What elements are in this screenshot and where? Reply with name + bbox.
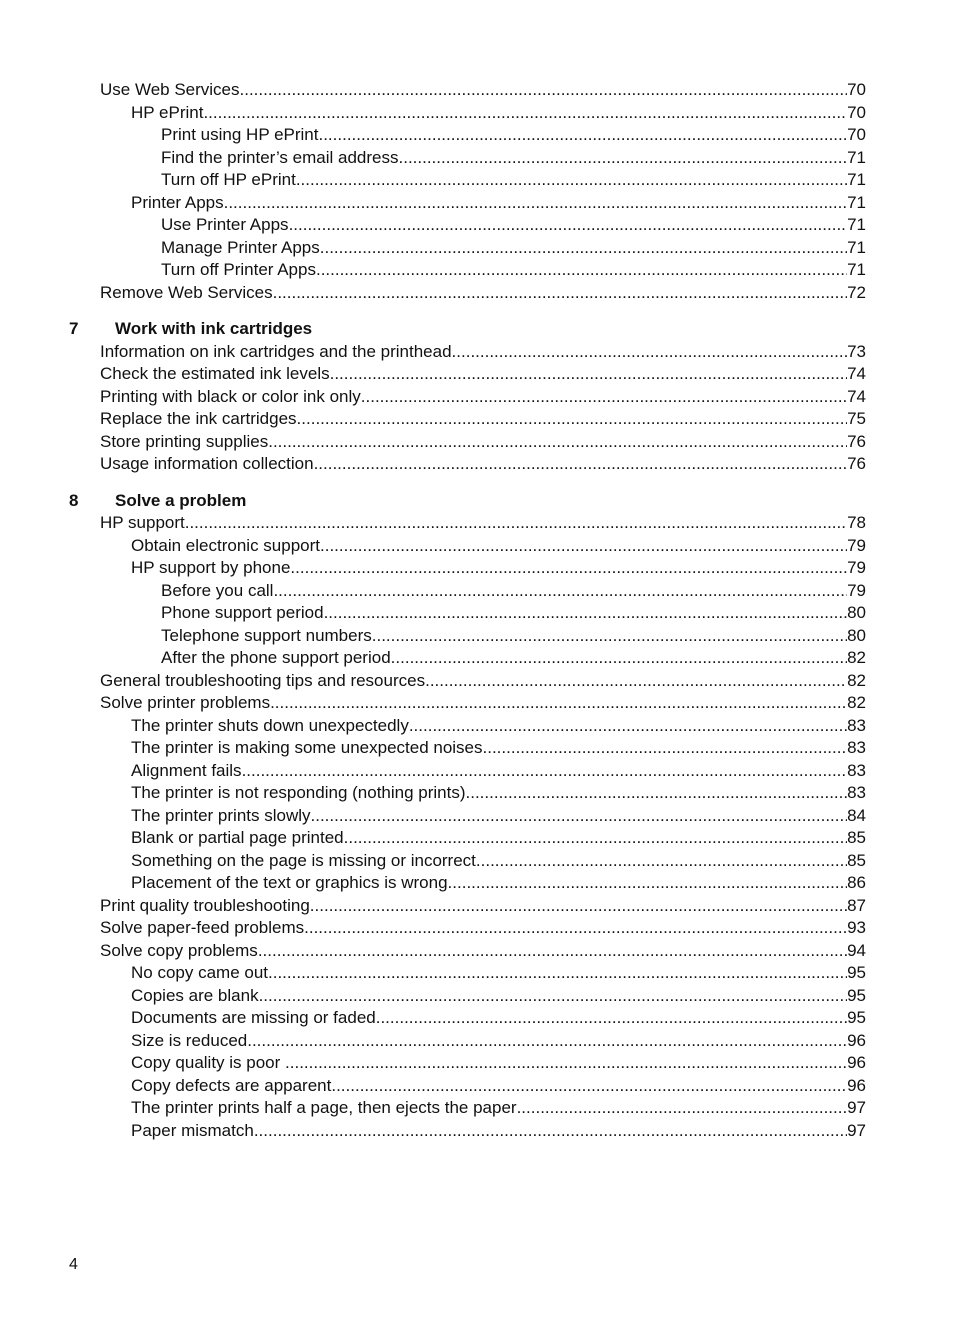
toc-entry[interactable] (0, 917, 954, 940)
toc-entry[interactable] (0, 692, 954, 715)
chapter-title: Work with ink cartridges (115, 319, 313, 338)
toc-entry-title: Telephone support numbers (161, 625, 372, 645)
toc-entry[interactable] (0, 386, 954, 409)
chapter-heading[interactable] (0, 318, 954, 341)
toc-entry-title: Turn off HP ePrint (161, 170, 296, 189)
toc-entry-title: The printer is making some unexpected noises (131, 738, 483, 757)
toc-entry-page: 83 (847, 760, 866, 780)
toc-entry-page: 93 (847, 918, 866, 937)
toc-entry[interactable] (0, 940, 954, 963)
toc-entry[interactable] (0, 895, 954, 918)
toc-entry-page: 96 (847, 1030, 866, 1050)
toc-entry-page: 74 (847, 386, 866, 406)
toc-entry[interactable] (0, 512, 954, 535)
toc-entry-page: 75 (847, 409, 866, 428)
toc-entry-page: 71 (847, 192, 866, 212)
toc-entry[interactable] (0, 1097, 954, 1120)
toc-entry-page: 71 (847, 170, 866, 189)
toc-entry-page: 82 (847, 693, 866, 712)
toc-entry-title: Solve copy problems (100, 940, 258, 960)
toc-entry-title: Before you call (161, 580, 274, 600)
toc-entry-page: 71 (847, 260, 866, 279)
toc-entry-title: HP support (100, 513, 185, 532)
toc-entry-page: 84 (847, 805, 866, 825)
toc-entry-title: Printer Apps (131, 192, 224, 212)
toc-entry[interactable] (0, 363, 954, 386)
toc-entry-page: 94 (847, 940, 866, 960)
toc-entry-title: The printer prints slowly (131, 805, 311, 825)
toc-entry[interactable] (0, 214, 954, 237)
toc-entry-title: Use Web Services (100, 80, 240, 99)
toc-entry[interactable] (0, 1007, 954, 1030)
chapter-title: Solve a problem (115, 490, 247, 510)
toc-entry[interactable] (0, 985, 954, 1008)
toc-entry-page: 95 (847, 963, 866, 982)
toc-entry-title: Usage information collection (100, 454, 314, 473)
toc-entry[interactable] (0, 259, 954, 282)
toc-entry[interactable] (0, 169, 954, 192)
toc-entry-page: 79 (847, 580, 866, 600)
toc-entry-title: Size is reduced (131, 1030, 248, 1050)
toc-entry-title: Copies are blank (131, 985, 259, 1005)
toc-entry-title: No copy came out (131, 963, 269, 982)
toc-entry[interactable] (0, 872, 954, 895)
toc-entry[interactable] (0, 827, 954, 850)
toc-entry[interactable] (0, 535, 954, 558)
toc-entry-page: 97 (847, 1098, 866, 1117)
toc-entry-page: 97 (847, 1120, 866, 1140)
toc-entry[interactable] (0, 715, 954, 738)
toc-entry-title: General troubleshooting tips and resources (100, 670, 426, 690)
toc-entry-page: 96 (847, 1053, 866, 1072)
toc-entry-page: 82 (847, 648, 866, 667)
toc-entry-page: 95 (847, 985, 866, 1005)
chapter-heading[interactable] (0, 490, 954, 513)
toc-entry-page: 76 (847, 431, 866, 451)
toc-entry[interactable] (0, 962, 954, 985)
toc-entry[interactable] (0, 602, 954, 625)
toc-entry-title: Find the printer’s email address (161, 147, 399, 167)
page-number: 4 (69, 1256, 78, 1273)
toc-entry-title: Something on the page is missing or incorrect (131, 850, 476, 870)
toc-entry-page: 71 (847, 237, 866, 257)
toc-entry-page: 71 (847, 147, 866, 167)
toc-entry-title: After the phone support period (161, 648, 391, 667)
chapter-8-section (0, 490, 954, 1143)
toc-entry-page: 96 (847, 1075, 866, 1095)
toc-entry-title: HP support by phone (131, 558, 291, 577)
toc-entry-page: 70 (847, 80, 866, 99)
toc-entry-title: Placement of the text or graphics is wrong (131, 873, 448, 892)
toc-entry-title: Remove Web Services (100, 282, 273, 302)
toc-entry-title: The printer prints half a page, then ejects the paper (131, 1098, 517, 1117)
toc-entry[interactable] (0, 192, 954, 215)
toc-entry-page: 72 (847, 282, 866, 302)
toc-entry[interactable] (0, 737, 954, 760)
toc-entry-page: 79 (847, 535, 866, 555)
toc-top-section (0, 79, 954, 304)
toc-entry-page: 83 (847, 715, 866, 735)
toc-entry-title: Blank or partial page printed (131, 828, 344, 847)
toc-entry[interactable] (0, 625, 954, 648)
toc-entry-page: 86 (847, 873, 866, 892)
toc-entry-title: Copy defects are apparent (131, 1075, 332, 1095)
chapter-number: 7 (69, 319, 79, 338)
toc-entry-page: 76 (847, 454, 866, 473)
toc-entry-title: Obtain electronic support (131, 535, 320, 555)
toc-entry-title: Phone support period (161, 603, 324, 622)
toc-entry-title: Copy quality is poor (131, 1053, 286, 1072)
toc-entry-title: Turn off Printer Apps (161, 260, 316, 279)
toc-entry-title: Manage Printer Apps (161, 237, 320, 257)
toc-entry-title: Paper mismatch (131, 1120, 254, 1140)
table-of-contents (0, 79, 954, 1142)
toc-entry[interactable] (0, 850, 954, 873)
toc-entry-page: 70 (847, 125, 866, 144)
chapter-number: 8 (69, 490, 79, 510)
toc-entry-title: Alignment fails (131, 760, 242, 780)
toc-entry[interactable] (0, 431, 954, 454)
toc-entry-title: The printer shuts down unexpectedly (131, 715, 409, 735)
toc-entry[interactable] (0, 647, 954, 670)
toc-entry-page: 87 (847, 895, 866, 915)
toc-entry[interactable] (0, 237, 954, 260)
toc-entry[interactable] (0, 453, 954, 476)
toc-entry[interactable] (0, 282, 954, 305)
toc-entry[interactable] (0, 341, 954, 364)
toc-entry-title: Printing with black or color ink only (100, 386, 361, 406)
toc-entry-title: Store printing supplies (100, 431, 269, 451)
toc-entry-page: 74 (847, 364, 866, 383)
toc-entry[interactable] (0, 1120, 954, 1143)
toc-entry[interactable] (0, 124, 954, 147)
toc-entry[interactable] (0, 1030, 954, 1053)
toc-entry-title: Check the estimated ink levels (100, 364, 330, 383)
toc-entry-page: 85 (847, 828, 866, 847)
toc-entry-title: Information on ink cartridges and the printhead (100, 341, 452, 361)
toc-entry[interactable] (0, 102, 954, 125)
toc-entry-title: Documents are missing or faded (131, 1008, 376, 1027)
toc-entry-page: 85 (847, 850, 866, 870)
toc-entry-title: HP ePrint (131, 102, 204, 122)
toc-entry-title: Use Printer Apps (161, 215, 289, 234)
chapter-7-section (0, 318, 954, 476)
toc-entry[interactable] (0, 1075, 954, 1098)
toc-entry[interactable] (0, 79, 954, 102)
toc-entry[interactable] (0, 408, 954, 431)
toc-entry-title: Solve paper-feed problems (100, 918, 305, 937)
toc-entry-page: 83 (847, 738, 866, 757)
toc-entry-page: 73 (847, 341, 866, 361)
toc-entry-page: 95 (847, 1008, 866, 1027)
toc-entry-page: 80 (847, 625, 866, 645)
toc-entry-page: 83 (847, 783, 866, 802)
toc-entry-title: Replace the ink cartridges (100, 409, 297, 428)
toc-entry-title: Print using HP ePrint (161, 125, 319, 144)
toc-entry[interactable] (0, 580, 954, 603)
toc-entry[interactable] (0, 782, 954, 805)
toc-entry-page: 79 (847, 558, 866, 577)
toc-entry[interactable] (0, 805, 954, 828)
toc-entry[interactable] (0, 557, 954, 580)
toc-entry-title: The printer is not responding (nothing prints) (131, 783, 466, 802)
toc-entry-page: 70 (847, 102, 866, 122)
toc-entry-title: Print quality troubleshooting (100, 895, 310, 915)
toc-entry-page: 78 (847, 513, 866, 532)
toc-entry-page: 80 (847, 603, 866, 622)
toc-entry-title: Solve printer problems (100, 693, 271, 712)
toc-entry[interactable] (0, 147, 954, 170)
toc-entry[interactable] (0, 760, 954, 783)
toc-entry[interactable] (0, 1052, 954, 1075)
toc-entry-page: 82 (847, 670, 866, 690)
toc-entry[interactable] (0, 670, 954, 693)
toc-entry-page: 71 (847, 215, 866, 234)
